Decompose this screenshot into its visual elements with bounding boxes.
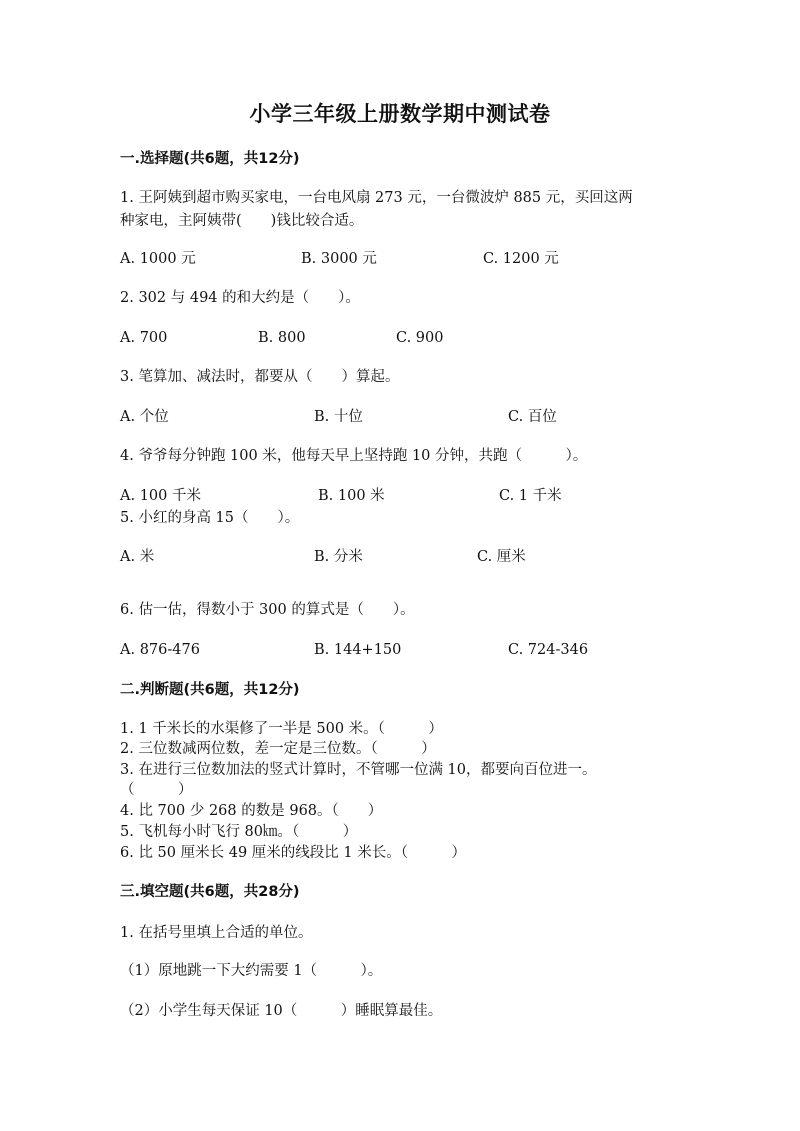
judge-item-3-blank: （ ）	[120, 782, 193, 798]
judge-item-5: 5. 飞机每小时飞行 80㎞。（ ）	[120, 824, 358, 840]
section-heading-fill-blank: 三.填空题(共6题，共28分)	[120, 884, 300, 900]
question-6-option-c: C. 724-346	[508, 642, 589, 658]
question-2-text: 2. 302 与 494 的和大约是（ ）。	[120, 290, 360, 306]
question-3-option-c: C. 百位	[508, 409, 557, 425]
judge-item-3: 3. 在进行三位数加法的竖式计算时，不管哪一位满 10，都要向百位进一。	[120, 762, 597, 778]
question-5-text: 5. 小红的身高 15（ ）。	[120, 510, 300, 526]
question-1-option-b: B. 3000 元	[301, 251, 377, 267]
question-1-line-1: 1. 王阿姨到超市购买家电，一台电风扇 273 元，一台微波炉 885 元，买回这两	[120, 190, 633, 206]
judge-item-1: 1. 1 千米长的水渠修了一半是 500 米。（ ）	[120, 721, 443, 737]
fill-question-1: 1. 在括号里填上合适的单位。	[120, 925, 313, 941]
question-1-line-2: 种家电，主阿姨带( )钱比较合适。	[120, 213, 364, 229]
question-5-option-b: B. 分米	[314, 549, 363, 565]
question-4-option-c: C. 1 千米	[499, 488, 562, 504]
question-6-text: 6. 估一估，得数小于 300 的算式是（ ）。	[120, 602, 415, 618]
fill-question-1-sub-1: （1）原地跳一下大约需要 1（ ）。	[120, 963, 383, 979]
judge-item-6: 6. 比 50 厘米长 49 厘米的线段比 1 米长。（ ）	[120, 845, 466, 861]
question-3-text: 3. 笔算加、减法时，都要从（ ）算起。	[120, 369, 400, 385]
question-3-option-b: B. 十位	[314, 409, 363, 425]
question-2-option-a: A. 700	[120, 330, 168, 346]
question-1-option-a: A. 1000 元	[120, 251, 196, 267]
question-2-option-b: B. 800	[258, 330, 306, 346]
judge-item-4: 4. 比 700 少 268 的数是 968。（ ）	[120, 803, 383, 819]
question-3-option-a: A. 个位	[120, 409, 169, 425]
question-4-option-b: B. 100 米	[318, 488, 385, 504]
section-heading-true-false: 二.判断题(共6题，共12分)	[120, 682, 300, 698]
question-2-option-c: C. 900	[396, 330, 444, 346]
question-6-option-a: A. 876-476	[120, 642, 200, 658]
page-title: 小学三年级上册数学期中测试卷	[249, 101, 551, 126]
question-5-option-a: A. 米	[120, 549, 155, 565]
question-4-option-a: A. 100 千米	[120, 488, 201, 504]
question-5-option-c: C. 厘米	[477, 549, 526, 565]
question-1-option-c: C. 1200 元	[483, 251, 559, 267]
section-heading-choice: 一.选择题(共6题，共12分)	[120, 151, 300, 167]
fill-question-1-sub-2: （2）小学生每天保证 10（ ）睡眠算最佳。	[120, 1003, 443, 1019]
question-6-option-b: B. 144+150	[314, 642, 402, 658]
judge-item-2: 2. 三位数减两位数，差一定是三位数。（ ）	[120, 741, 436, 757]
question-4-text: 4. 爷爷每分钟跑 100 米，他每天早上坚持跑 10 分钟，共跑（ ）。	[120, 448, 588, 464]
